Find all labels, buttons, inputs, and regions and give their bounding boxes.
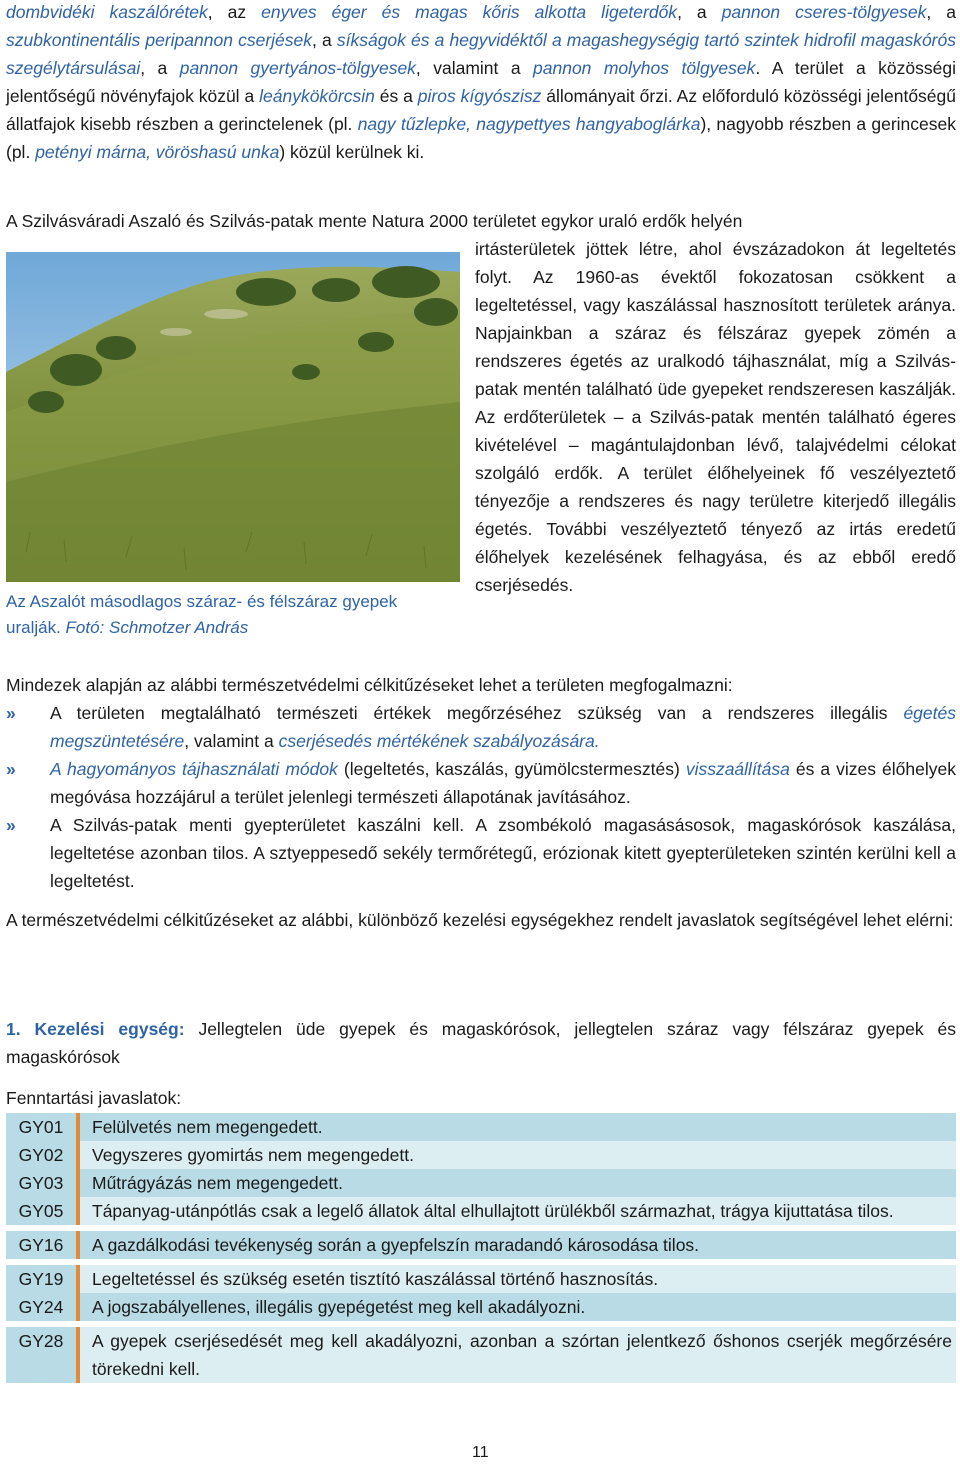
- unit-description: Jellegtelen üde gyepek és magaskórósok, jellegtelen száraz vagy félszáraz gyepek és magaskórósok: [6, 1019, 956, 1067]
- row-text: Vegyszeres gyomirtás nem megengedett.: [78, 1141, 956, 1169]
- row-code: GY05: [6, 1197, 78, 1225]
- habitat-term: enyves éger és magas kőris alkotta ligeterdők: [261, 2, 678, 22]
- caption-text: Az Aszalót másodlagos száraz- és félszáraz gyepek uralják.: [6, 592, 398, 637]
- row-text: Felülvetés nem megengedett.: [78, 1113, 956, 1141]
- goal-item: [6, 699, 956, 755]
- bullet-marker: »: [6, 703, 16, 723]
- row-code: GY01: [6, 1113, 78, 1141]
- habitat-term: pannon molyhos tölgyesek: [533, 58, 756, 78]
- species-term: nagy tűzlepke, nagypettyes hangyaboglárka: [357, 114, 701, 134]
- maintenance-table: [6, 1113, 956, 1383]
- land-use-paragraph: irtásterületek jöttek létre, ahol évszázadokon át legeltetés folyt. Az 1960-as évektől fokozatosan csökkent a legeltetéssel, vagy kaszálással hasznosított területek aránya. Napjainkban a száraz és félszáraz gyepek zömén a rendszeres égetés az uralkodó tájhasználat, míg a Szilvás-patak mentén található üde gyepeket rendszeresen kaszálják. Az erdőterületek – a Szilvás-patak mentén található égeres kivételével – magántulajdonban lévő, talajvédelmi célokat szolgáló erdők. A terület élőhelyeinek fő veszélyeztető tényezője a rendszeres és nagy területre kiterjedő illegális égetés. További veszélyeztető tényező az irtás eredetű élőhelyek kezelésének felhagyása, és az ebből eredő cserjésedés.: [475, 239, 956, 595]
- goal-term: cserjésedés mértékének szabályozására.: [278, 731, 600, 751]
- text-span: A Szilvás-patak menti gyepterületet kaszálni kell. A zsombékoló magasásásosok, magaskórósok kaszálása, legeltetése azonban tilos. A sztyeppesedő sekély termőrétegű, erózionak kitett gyepterületeken szintén kerülni kell a legeltetést.: [50, 815, 956, 891]
- row-code: GY24: [6, 1293, 78, 1321]
- page-number: 11: [472, 1444, 489, 1461]
- habitat-term: pannon gyertyános-tölgyesek: [179, 58, 416, 78]
- unit-number: 1.: [6, 1019, 35, 1039]
- table-row: [6, 1265, 956, 1293]
- table-row: [6, 1197, 956, 1225]
- goal-term: A hagyományos tájhasználati módok: [50, 759, 338, 779]
- text-span: , a: [312, 30, 337, 50]
- intro-paragraph: [6, 0, 956, 166]
- habitat-term: síkságok és a hegyvidéktől a magashegységig tartó szintek hidrofil magaskórós szegélytársulásai: [6, 30, 956, 78]
- bullet-marker: »: [6, 759, 16, 779]
- photo-caption: [6, 589, 446, 641]
- row-code: GY28: [6, 1327, 78, 1383]
- text-span: (legeltetés, kaszálás, gyümölcstermesztés): [337, 759, 686, 779]
- row-text: A jogszabályellenes, illegális gyepégetést meg kell akadályozni.: [78, 1293, 956, 1321]
- table-row: [6, 1141, 956, 1169]
- maintenance-label: Fenntartási javaslatok:: [6, 1088, 182, 1108]
- habitat-term: szubkontinentális peripannon cserjések: [6, 30, 312, 50]
- row-code: GY19: [6, 1265, 78, 1293]
- goal-term: égetés megszüntetésére: [50, 703, 956, 751]
- text-span: , a: [677, 2, 722, 22]
- text-span: A területen megtalálható természeti értékek megőrzéséhez szükség van a rendszeres illegális: [50, 703, 904, 723]
- text-span: ) közül kerülnek ki.: [279, 142, 425, 162]
- row-text: Műtrágyázás nem megengedett.: [78, 1169, 956, 1197]
- text-span: és a: [374, 86, 418, 106]
- row-text: Tápanyag-utánpótlás csak a legelő állatok által elhullajtott ürülékből származhat, trágya kijuttatása tilos.: [78, 1197, 956, 1225]
- goal-item: [6, 755, 956, 811]
- species-term: piros kígyószisz: [417, 86, 542, 106]
- text-span: , az: [207, 2, 262, 22]
- text-span: , a: [140, 58, 180, 78]
- unit-label: Kezelési egység:: [34, 1019, 185, 1039]
- text-span: . A terület a közösségi jelentőségű növényfajok közül a: [6, 58, 956, 106]
- species-term: leánykökörcsin: [259, 86, 375, 106]
- habitat-term: dombvidéki kaszálórétek: [6, 2, 208, 22]
- goals-intro: Mindezek alapján az alábbi természetvédelmi célkitűzéseket lehet a területen megfogalmazni:: [6, 675, 733, 695]
- conservation-goals: [6, 671, 956, 895]
- table-row: [6, 1327, 956, 1383]
- species-term: petényi márna, vöröshasú unka: [35, 142, 280, 162]
- goal-item: [6, 811, 956, 895]
- management-unit-heading: [6, 1015, 956, 1071]
- goal-term: visszaállítása: [685, 759, 790, 779]
- row-text: A gyepek cserjésedését meg kell akadályozni, azonban a szórtan jelentkező őshonos cserjék megőrzésére törekedni kell.: [78, 1327, 956, 1383]
- text-span: állományait őrzi. Az előforduló közösségi jelentőségű állatfajok kisebb részben a gerinctelenek (pl.: [6, 86, 957, 134]
- photo-credit: Fotó: Schmotzer András: [65, 618, 249, 637]
- table-row: [6, 1113, 956, 1141]
- table-row: [6, 1293, 956, 1321]
- row-text: Legeltetéssel és szükség esetén tisztító kaszálással történő hasznosítás.: [78, 1265, 956, 1293]
- row-text: A gazdálkodási tevékenység során a gyepfelszín maradandó károsodása tilos.: [78, 1231, 956, 1259]
- text-span: , valamint a: [415, 58, 534, 78]
- text-span: , valamint a: [184, 731, 279, 751]
- bullet-marker: »: [6, 815, 16, 835]
- hillside-grassland-photo: [6, 252, 460, 582]
- figure-section: [6, 207, 956, 655]
- figure-lead-text: A Szilvásváradi Aszaló és Szilvás-patak mente Natura 2000 területet egykor uraló erdők helyén: [6, 211, 743, 231]
- table-row: [6, 1169, 956, 1197]
- text-span: és a vizes élőhelyek megóvása hozzájárul a terület jelenlegi természeti állapotának javításához.: [50, 759, 956, 807]
- closing-paragraph: A természetvédelmi célkitűzéseket az alábbi, különböző kezelési egységekhez rendelt javaslatok segítségével lehet elérni:: [6, 910, 954, 930]
- row-code: GY16: [6, 1231, 78, 1259]
- row-code: GY02: [6, 1141, 78, 1169]
- row-code: GY03: [6, 1169, 78, 1197]
- table-row: [6, 1231, 956, 1259]
- text-span: , a: [926, 2, 957, 22]
- habitat-term: pannon cseres-tölgyesek: [721, 2, 927, 22]
- text-span: ), nagyobb részben a gerincesek (pl.: [6, 114, 956, 162]
- figure-row: [6, 235, 956, 655]
